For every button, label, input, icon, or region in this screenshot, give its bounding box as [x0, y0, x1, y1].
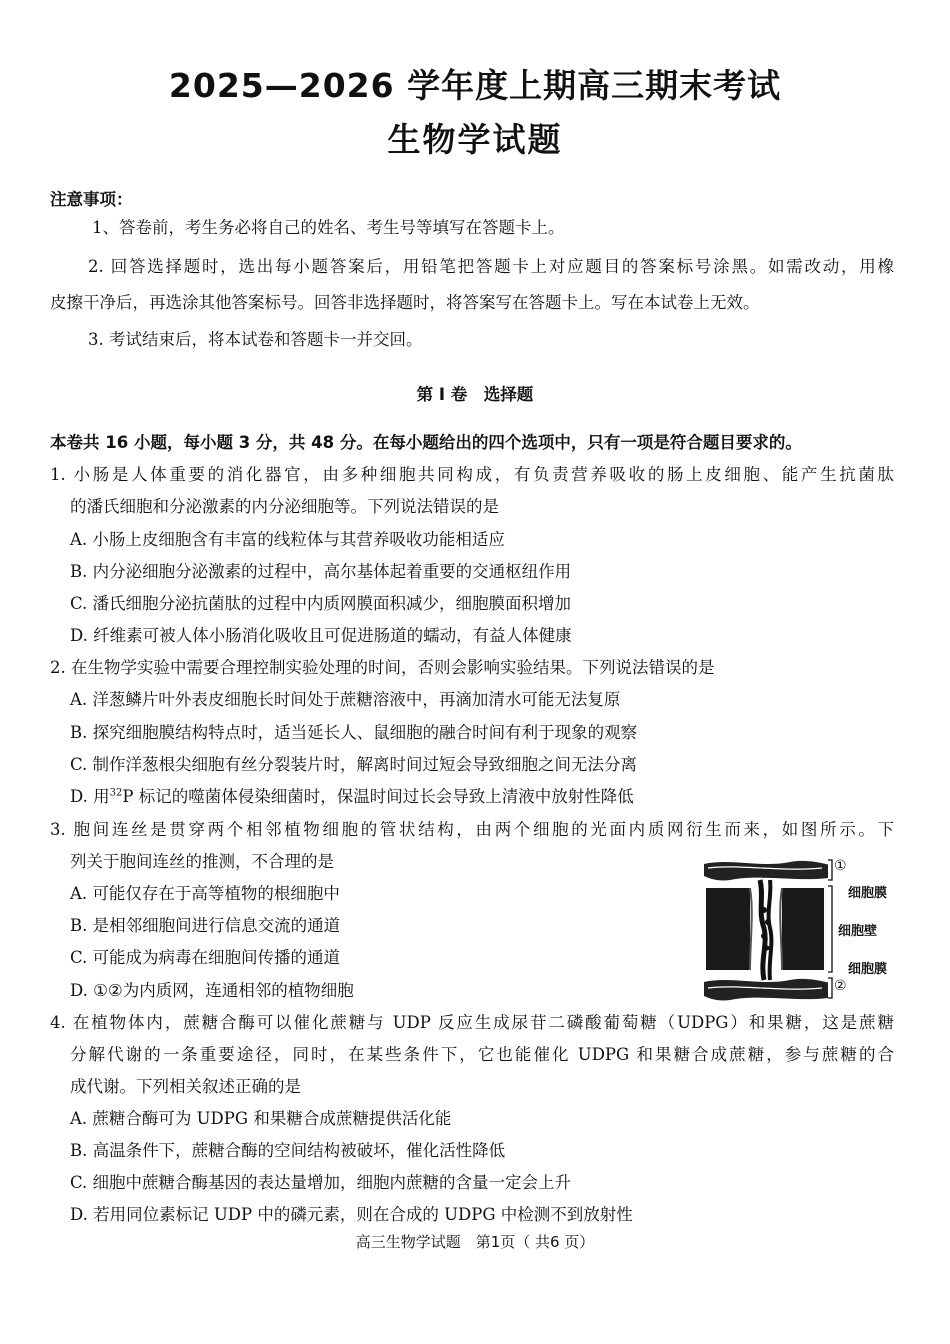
q2-stem: 2. 在生物学实验中需要合理控制实验处理的时间，否则会影响实验结果。下列说法错误的是 [50, 658, 715, 677]
q4-stem-line-2: 分解代谢的一条重要途径，同时，在某些条件下，它也能催化 UDPG 和果糖合成蔗糖，参与蔗糖的合 [70, 1045, 894, 1064]
q3-stem-line-2: 列关于胞间连丝的推测，不合理的是 [70, 852, 334, 871]
q2-isotope-mass: 32 [109, 787, 123, 799]
figure-mark-1: ① [834, 858, 847, 874]
q2-option-b: B. 探究细胞膜结构特点时，适当延长人、鼠细胞的融合时间有利于现象的观察 [70, 723, 638, 742]
figure-mark-2: ② [834, 978, 847, 994]
q3-option-c: C. 可能成为病毒在细胞间传播的通道 [70, 948, 341, 967]
q1-option-d: D. 纤维素可被人体小肠消化吸收且可促进肠道的蠕动，有益人体健康 [70, 626, 572, 645]
q1-option-b: B. 内分泌细胞分泌激素的过程中，高尔基体起着重要的交通枢纽作用 [70, 562, 572, 581]
q4-option-c: C. 细胞中蔗糖合酶基因的表达量增加，细胞内蔗糖的含量一定会上升 [70, 1173, 572, 1192]
q4-option-b: B. 高温条件下，蔗糖合酶的空间结构被破坏，催化活性降低 [70, 1141, 506, 1160]
label-cell-wall: 细胞壁 [838, 924, 878, 939]
exam-subtitle: 生物学试题 [387, 120, 563, 159]
notice-item-1: 1、答卷前，考生务必将自己的姓名、考生号等填写在答题卡上。 [92, 218, 565, 237]
q1-option-a: A. 小肠上皮细胞含有丰富的线粒体与其营养吸收功能相适应 [70, 530, 505, 549]
notice-item-2-line-1: 2. 回答选择题时，选出每小题答案后，用铅笔把答题卡上对应题目的答案标号涂黑。如需改动，用橡 [88, 257, 894, 276]
exam-title: 2025—2026 学年度上期高三期末考试 [168, 66, 782, 105]
notice-item-3: 3. 考试结束后，将本试卷和答题卡一并交回。 [88, 330, 423, 349]
label-cell-membrane-top: 细胞膜 [848, 886, 888, 901]
q2-option-d-prefix: D. 用 [70, 787, 110, 806]
section-title: 第 I 卷 选择题 [416, 385, 534, 404]
q1-option-c: C. 潘氏细胞分泌抗菌肽的过程中内质网膜面积减少，细胞膜面积增加 [70, 594, 572, 613]
page-footer: 高三生物学试题 第1页（ 共6 页） [355, 1233, 595, 1251]
q4-stem-line-3: 成代谢。下列相关叙述正确的是 [70, 1077, 301, 1096]
q3-option-b: B. 是相邻细胞间进行信息交流的通道 [70, 916, 341, 935]
notice-heading: 注意事项： [50, 190, 133, 209]
q2-option-d-rest: P 标记的噬菌体侵染细菌时，保温时间过长会导致上清液中放射性降低 [122, 787, 634, 806]
q1-stem-line-1: 1. 小肠是人体重要的消化器官，由多种细胞共同构成，有负责营养吸收的肠上皮细胞、能产生抗菌肽 [50, 465, 894, 484]
q2-option-a: A. 洋葱鳞片叶外表皮细胞长时间处于蔗糖溶液中，再滴加清水可能无法复原 [70, 690, 621, 709]
q1-stem-line-2: 的潘氏细胞和分泌激素的内分泌细胞等。下列说法错误的是 [70, 497, 499, 516]
label-cell-membrane-bottom: 细胞膜 [848, 962, 888, 977]
q4-option-a: A. 蔗糖合酶可为 UDPG 和果糖合成蔗糖提供活化能 [70, 1109, 452, 1128]
q4-stem-line-1: 4. 在植物体内，蔗糖合酶可以催化蔗糖与 UDP 反应生成尿苷二磷酸葡萄糖（UDPG）和果糖，这是蔗糖 [50, 1013, 894, 1032]
section-instruction: 本卷共 16 小题，每小题 3 分，共 48 分。在每小题给出的四个选项中，只有一项是符合题目要求的。 [50, 433, 802, 452]
q3-option-d: D. ①②为内质网，连通相邻的植物细胞 [70, 981, 354, 1000]
q2-option-d [70, 786, 634, 808]
q2-option-c: C. 制作洋葱根尖细胞有丝分裂装片时，解离时间过短会导致细胞之间无法分离 [70, 755, 638, 774]
q3-stem-line-1: 3. 胞间连丝是贯穿两个相邻植物细胞的管状结构，由两个细胞的光面内质网衍生而来，如图所示。下 [50, 820, 894, 839]
notice-item-2-line-2: 皮擦干净后，再选涂其他答案标号。回答非选择题时，将答案写在答题卡上。写在本试卷上无效。 [50, 293, 760, 312]
q4-option-d: D. 若用同位素标记 UDP 中的磷元素，则在合成的 UDPG 中检测不到放射性 [70, 1205, 633, 1224]
q3-option-a: A. 可能仅存在于高等植物的根细胞中 [70, 884, 340, 903]
plasmodesma-figure [700, 852, 900, 1004]
